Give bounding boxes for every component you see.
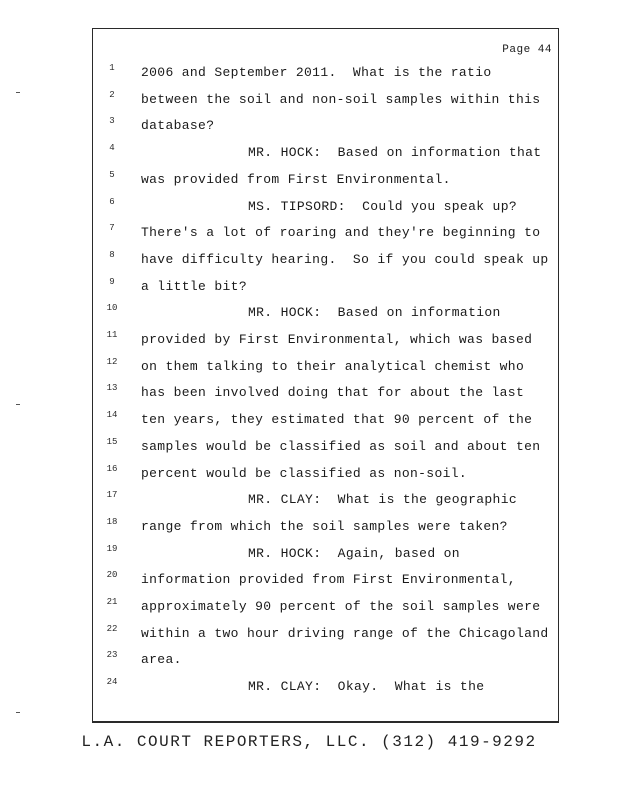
line-number: 5 bbox=[109, 169, 115, 180]
transcript-line bbox=[93, 299, 558, 326]
line-text: has been involved doing that for about the last bbox=[141, 385, 525, 401]
line-number: 1 bbox=[109, 63, 115, 73]
line-number: 3 bbox=[109, 116, 115, 127]
transcript-line bbox=[93, 433, 558, 460]
line-text: MR. CLAY: What is the geographic bbox=[248, 492, 517, 508]
margin-tick bbox=[16, 92, 20, 93]
transcript-line bbox=[93, 379, 558, 406]
line-text: a little bit? bbox=[141, 278, 247, 294]
line-text: on them talking to their analytical chemist who bbox=[141, 358, 525, 374]
line-number: 13 bbox=[106, 383, 118, 394]
line-text: MR. HOCK: Based on information bbox=[248, 305, 501, 321]
line-text: percent would be classified as non-soil. bbox=[141, 465, 468, 481]
line-text: MS. TIPSORD: Could you speak up? bbox=[248, 198, 517, 214]
line-number: 11 bbox=[106, 330, 118, 340]
line-text: provided by First Environmental, which was based bbox=[141, 332, 533, 347]
margin-tick bbox=[16, 404, 20, 405]
transcript-line bbox=[93, 486, 558, 513]
transcript-line bbox=[93, 86, 558, 113]
line-number: 21 bbox=[106, 597, 118, 607]
line-number: 20 bbox=[106, 570, 118, 581]
line-text: ten years, they estimated that 90 percent of the bbox=[141, 412, 533, 428]
line-number: 8 bbox=[109, 249, 115, 260]
line-text: There's a lot of roaring and they're beginning to bbox=[141, 225, 541, 241]
line-number: 17 bbox=[106, 490, 118, 501]
line-number: 18 bbox=[106, 516, 118, 527]
line-text: 2006 and September 2011. What is the ratio bbox=[141, 65, 492, 80]
transcript-line bbox=[93, 620, 558, 647]
line-number: 2 bbox=[109, 89, 115, 100]
transcript-frame bbox=[92, 28, 559, 723]
line-text: approximately 90 percent of the soil samples were bbox=[141, 599, 541, 614]
line-number: 16 bbox=[106, 463, 118, 474]
line-text: MR. HOCK: Based on information that bbox=[248, 145, 542, 161]
line-number: 14 bbox=[106, 410, 118, 421]
reporter-footer: L.A. COURT REPORTERS, LLC. (312) 419-9292 bbox=[81, 733, 537, 751]
transcript-line bbox=[93, 593, 558, 620]
line-text: MR. CLAY: Okay. What is the bbox=[248, 679, 485, 695]
line-number: 7 bbox=[109, 223, 115, 234]
transcript-line bbox=[93, 646, 558, 673]
transcript-line bbox=[93, 59, 558, 86]
line-number: 9 bbox=[109, 276, 115, 287]
transcript-line bbox=[93, 540, 558, 567]
line-number: 10 bbox=[106, 303, 118, 314]
transcript-line bbox=[93, 193, 558, 220]
transcript-line bbox=[93, 246, 558, 273]
transcript-line bbox=[93, 326, 558, 353]
line-text: between the soil and non-soil samples within this bbox=[141, 91, 541, 107]
transcript-line bbox=[93, 353, 558, 380]
line-number: 19 bbox=[106, 543, 118, 554]
line-number: 23 bbox=[106, 650, 118, 661]
line-text: have difficulty hearing. So if you could speak up bbox=[141, 251, 549, 267]
line-number: 15 bbox=[106, 436, 118, 447]
line-number: 22 bbox=[106, 623, 118, 634]
line-text: range from which the soil samples were taken? bbox=[141, 518, 508, 534]
transcript-line bbox=[93, 166, 558, 193]
transcript-line bbox=[93, 112, 558, 139]
line-text: was provided from First Environmental. bbox=[141, 171, 451, 187]
line-text: area. bbox=[141, 652, 182, 668]
transcript-line bbox=[93, 513, 558, 540]
transcript-line bbox=[93, 460, 558, 487]
line-number: 12 bbox=[106, 356, 118, 367]
transcript-line bbox=[93, 566, 558, 593]
margin-tick bbox=[16, 712, 20, 713]
line-text: database? bbox=[141, 118, 215, 134]
line-text: samples would be classified as soil and about ten bbox=[141, 438, 541, 454]
line-text: MR. HOCK: Again, based on bbox=[248, 545, 460, 561]
line-number: 6 bbox=[109, 196, 115, 207]
line-number: 4 bbox=[109, 143, 115, 154]
page-number: Page 44 bbox=[502, 44, 552, 56]
transcript-line bbox=[93, 406, 558, 433]
line-text: within a two hour driving range of the Chicagoland bbox=[141, 625, 549, 641]
line-text: information provided from First Environmental, bbox=[141, 572, 516, 588]
transcript-line bbox=[93, 673, 558, 700]
transcript-line bbox=[93, 273, 558, 300]
transcript-line bbox=[93, 219, 558, 246]
transcript-line bbox=[93, 139, 558, 166]
line-number: 24 bbox=[106, 677, 118, 688]
